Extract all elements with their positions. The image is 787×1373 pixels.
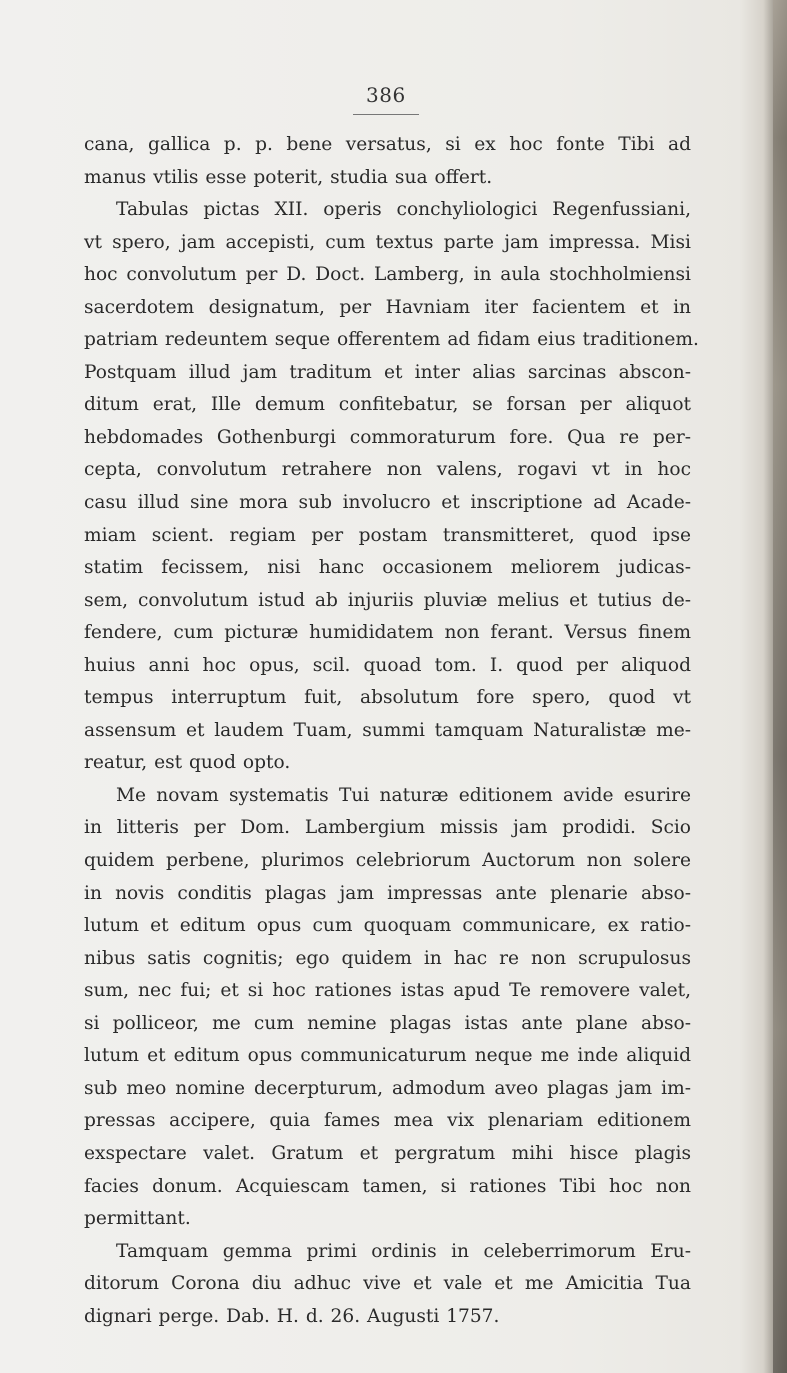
text-line: miam scient. regiam per postam transmitteret, quod ipse — [84, 524, 691, 546]
text-line: Tamquam gemma primi ordinis in celeberrimorum Eru- — [116, 1240, 691, 1262]
text-line: exspectare valet. Gratum et pergratum mihi hisce plagis — [84, 1142, 691, 1164]
page-number: 386 — [366, 83, 406, 107]
text-line: dignari perge. Dab. H. d. 26. Augusti 1757. — [84, 1305, 500, 1327]
body-text — [84, 129, 699, 1333]
text-line: sum, nec fui; et si hoc rationes istas apud Te removere valet, — [84, 980, 691, 1002]
text-line: ditorum Corona diu adhuc vive et vale et me Amicitia Tua — [84, 1273, 691, 1295]
text-line: assensum et laudem Tuam, summi tamquam Naturalistæ me- — [84, 719, 691, 741]
text-line: permittant. — [84, 1208, 191, 1230]
text-line: sub meo nomine decerpturum, admodum aveo plagas jam im- — [84, 1077, 691, 1099]
text-line: ditum erat, Ille demum confitebatur, se forsan per aliquot — [84, 394, 691, 416]
text-line: fendere, cum picturæ humididatem non ferant. Versus finem — [84, 622, 691, 644]
text-line: facies donum. Acquiescam tamen, si rationes Tibi hoc non — [84, 1175, 691, 1197]
text-line: manus vtilis esse poterit, studia sua offert. — [84, 166, 493, 188]
text-line: lutum et editum opus cum quoquam communicare, ex ratio- — [84, 915, 691, 937]
text-line: si polliceor, me cum nemine plagas istas ante plane abso- — [84, 1012, 691, 1034]
page-number-rule — [353, 114, 419, 115]
text-line: lutum et editum opus communicaturum neque me inde aliquid — [84, 1045, 691, 1067]
text-line: pressas accipere, quia fames mea vix plenariam editionem — [84, 1110, 691, 1132]
page-edge-shadow — [773, 0, 787, 1373]
text-line: vt spero, jam accepisti, cum textus parte jam impressa. Misi — [84, 231, 691, 253]
text-line: hebdomades Gothenburgi commoraturum fore. Qua re per- — [84, 426, 691, 448]
text-line: Tabulas pictas XII. operis conchyliologici Regenfussiani, — [116, 199, 691, 221]
text-line: quidem perbene, plurimos celebriorum Auctorum non solere — [84, 850, 691, 872]
text-line: patriam redeuntem seque offerentem ad fidam eius traditionem. — [84, 329, 699, 351]
text-line: huius anni hoc opus, scil. quoad tom. I. quod per aliquod — [84, 654, 691, 676]
text-line: Me novam systematis Tui naturæ editionem avide esurire — [116, 784, 691, 806]
text-line: cana, gallica p. p. bene versatus, si ex hoc fonte Tibi ad — [84, 134, 691, 155]
text-line: Postquam illud jam traditum et inter alias sarcinas abscon- — [84, 361, 691, 383]
text-line: tempus interruptum fuit, absolutum fore spero, quod vt — [84, 687, 691, 709]
text-line: statim fecissem, nisi hanc occasionem meliorem judicas- — [84, 557, 691, 579]
text-line: hoc convolutum per D. Doct. Lamberg, in aula stochholmiensi — [84, 264, 691, 286]
text-line: cepta, convolutum retrahere non valens, rogavi vt in hoc — [84, 459, 691, 481]
text-line: sem, convolutum istud ab injuriis pluviæ melius et tutius de- — [84, 589, 691, 611]
text-line: nibus satis cognitis; ego quidem in hac re non scrupulosus — [84, 947, 691, 969]
text-line: casu illud sine mora sub involucro et inscriptione ad Acade- — [84, 492, 691, 514]
text-line: in novis conditis plagas jam impressas ante plenarie abso- — [84, 882, 691, 904]
text-line: in litteris per Dom. Lambergium missis jam prodidi. Scio — [84, 817, 691, 839]
text-line: reatur, est quod opto. — [84, 752, 291, 774]
text-line: sacerdotem designatum, per Havniam iter facientem et in — [84, 296, 691, 318]
